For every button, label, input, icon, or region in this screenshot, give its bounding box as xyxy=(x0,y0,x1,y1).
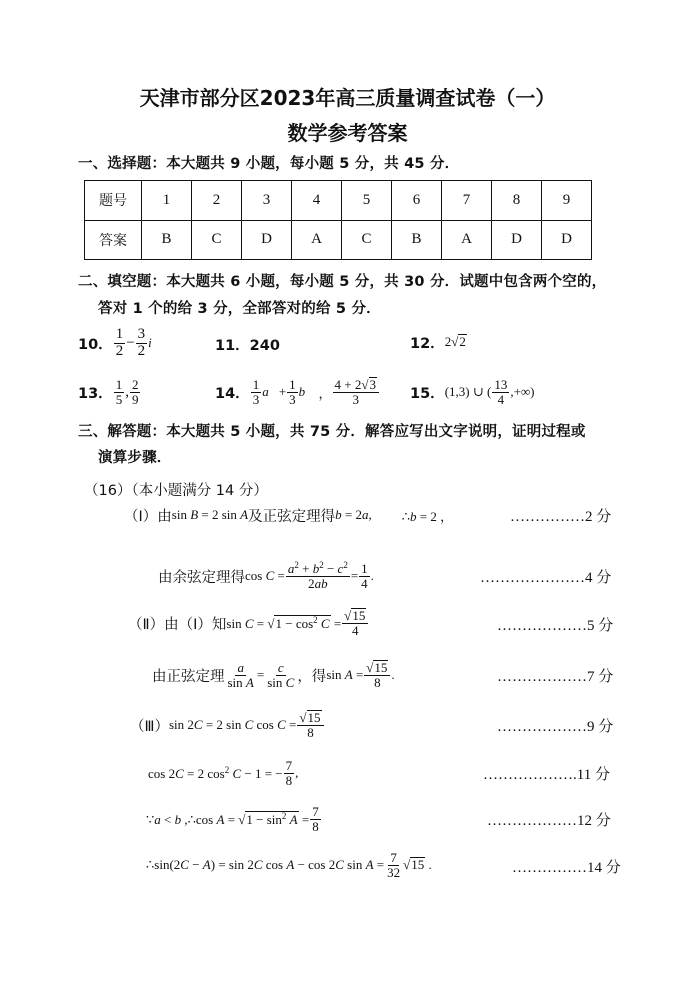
score-11: ……………….11 分 xyxy=(483,767,610,783)
table-cell: B xyxy=(142,220,192,260)
step-text: 及正弦定理得 xyxy=(248,508,336,525)
step-label: （Ⅰ）由 xyxy=(124,508,172,525)
question-number: 14． xyxy=(215,385,250,402)
step-cosine: 由余弦定理得 cos C = $\frac{a^2 + b^2 - c^2}{2ab}$ = $\frac{1}{4}$ . xyxy=(158,560,374,591)
step-i: （Ⅰ）由 sin B = 2 sin A 及正弦定理得 b = 2a, ∴b = 2 ， xyxy=(124,504,453,526)
section-heading-solution: 三、解答题：本大题共 5 小题，共 75 分．解答应写出文字说明，证明过程或 xyxy=(78,424,586,440)
section-heading-choice: 一、选择题：本大题共 9 小题，每小题 5 分，共 45 分． xyxy=(78,156,460,172)
table-cell: B xyxy=(392,220,442,260)
score-7: ………………7 分 xyxy=(497,669,614,685)
step-cosa: ∵a < b ,∴cos $A = √1 - \sin^2 A$ = $\frac{7}{8}$ xyxy=(146,803,319,834)
table-cell: A xyxy=(442,220,492,260)
score-12: ………………12 分 xyxy=(487,813,611,829)
section-heading-fill-line2: 答对 1 个的给 3 分，全部答对的给 5 分． xyxy=(98,301,381,317)
question-number: 13． xyxy=(78,385,113,402)
score-4: …………………4 分 xyxy=(480,570,612,586)
answer-11: 11．240 xyxy=(215,338,280,354)
step-ii: （Ⅱ）由（Ⅰ）知 $\sin C = √1 - \cos^2 C$ = $\frac{√15}{4}$ xyxy=(128,602,369,644)
table-cell: 8 xyxy=(492,181,542,221)
page-subtitle: 数学参考答案 xyxy=(287,121,408,145)
answer-table xyxy=(84,180,592,260)
question-number: 12． xyxy=(410,335,445,352)
answer-12: 12． 2√2 xyxy=(410,330,467,354)
row-label-answer: 答案 xyxy=(85,220,142,260)
answer-14: 14． $\frac{1}{3}$ a⃗ + $\frac{1}{3}$ b⃗ ， $\frac{4 + 2√3}{3}$ xyxy=(215,370,380,414)
question-number: 10． xyxy=(78,336,113,353)
table-cell: 1 xyxy=(142,181,192,221)
step-ii-sine: 由正弦定理 $\frac{a}{\text{sin A}}$ = $\frac{c}{\text{sin C}}$ ，得 sin A = $\frac{√15}{8}$ . xyxy=(152,659,395,691)
step-label: （Ⅱ）由（Ⅰ）知 xyxy=(128,616,227,633)
step-cos2c: cos 2C = 2 $\cos^2 C - 1$ = − $\frac{7}{8}$ , xyxy=(148,757,299,788)
answer-10: 10． $\frac{1}{2}$ − $\frac{3}{2}$ i xyxy=(78,325,152,359)
score-2: ……………2 分 xyxy=(510,509,612,525)
table-cell: 2 xyxy=(192,181,242,221)
score-5: ………………5 分 xyxy=(497,618,614,634)
table-cell: D xyxy=(492,220,542,260)
table-cell: 9 xyxy=(542,181,592,221)
table-cell: D xyxy=(542,220,592,260)
table-cell: 7 xyxy=(442,181,492,221)
step-label: （Ⅲ） xyxy=(130,718,169,735)
step-iii: （Ⅲ） sin 2C = 2 sin C cos C = $\frac{√15}{8}$ xyxy=(130,704,325,746)
section-heading-fill: 二、填空题：本大题共 6 小题，每小题 5 分，共 30 分．试题中包含两个空的， xyxy=(78,274,607,290)
score-14: ……………14 分 xyxy=(512,860,621,876)
score-9: ………………9 分 xyxy=(497,719,614,735)
table-cell: C xyxy=(342,220,392,260)
table-cell: 4 xyxy=(292,181,342,221)
table-row-answers xyxy=(85,220,592,260)
table-cell: 6 xyxy=(392,181,442,221)
table-cell: A xyxy=(292,220,342,260)
answer-15: 15． (1,3) ∪ ( $\frac{13}{4}$ ,+∞) xyxy=(410,376,535,407)
row-label-number: 题号 xyxy=(85,181,142,221)
step-text: 由余弦定理得 xyxy=(158,569,245,586)
table-cell: 3 xyxy=(242,181,292,221)
step-text: 由正弦定理 xyxy=(152,668,225,685)
table-cell: D xyxy=(242,220,292,260)
table-cell: C xyxy=(192,220,242,260)
step-final: ∴sin(2C − A) = sin 2C cos A − cos 2C sin A = $\frac{7}{32}$ √15 . xyxy=(146,849,432,880)
page-title: 天津市部分区2023年高三质量调查试卷（一） xyxy=(139,86,556,110)
table-cell: 5 xyxy=(342,181,392,221)
question-number: 15． xyxy=(410,385,445,402)
step-text: ，得 xyxy=(297,668,327,685)
question-16-title: （16）（本小题满分 14 分） xyxy=(84,483,268,499)
answer-13: 13． $\frac{1}{5}$ , $\frac{2}{9}$ xyxy=(78,376,139,407)
section-heading-solution-line2: 演算步骤． xyxy=(98,450,172,466)
table-row-numbers xyxy=(85,181,592,221)
